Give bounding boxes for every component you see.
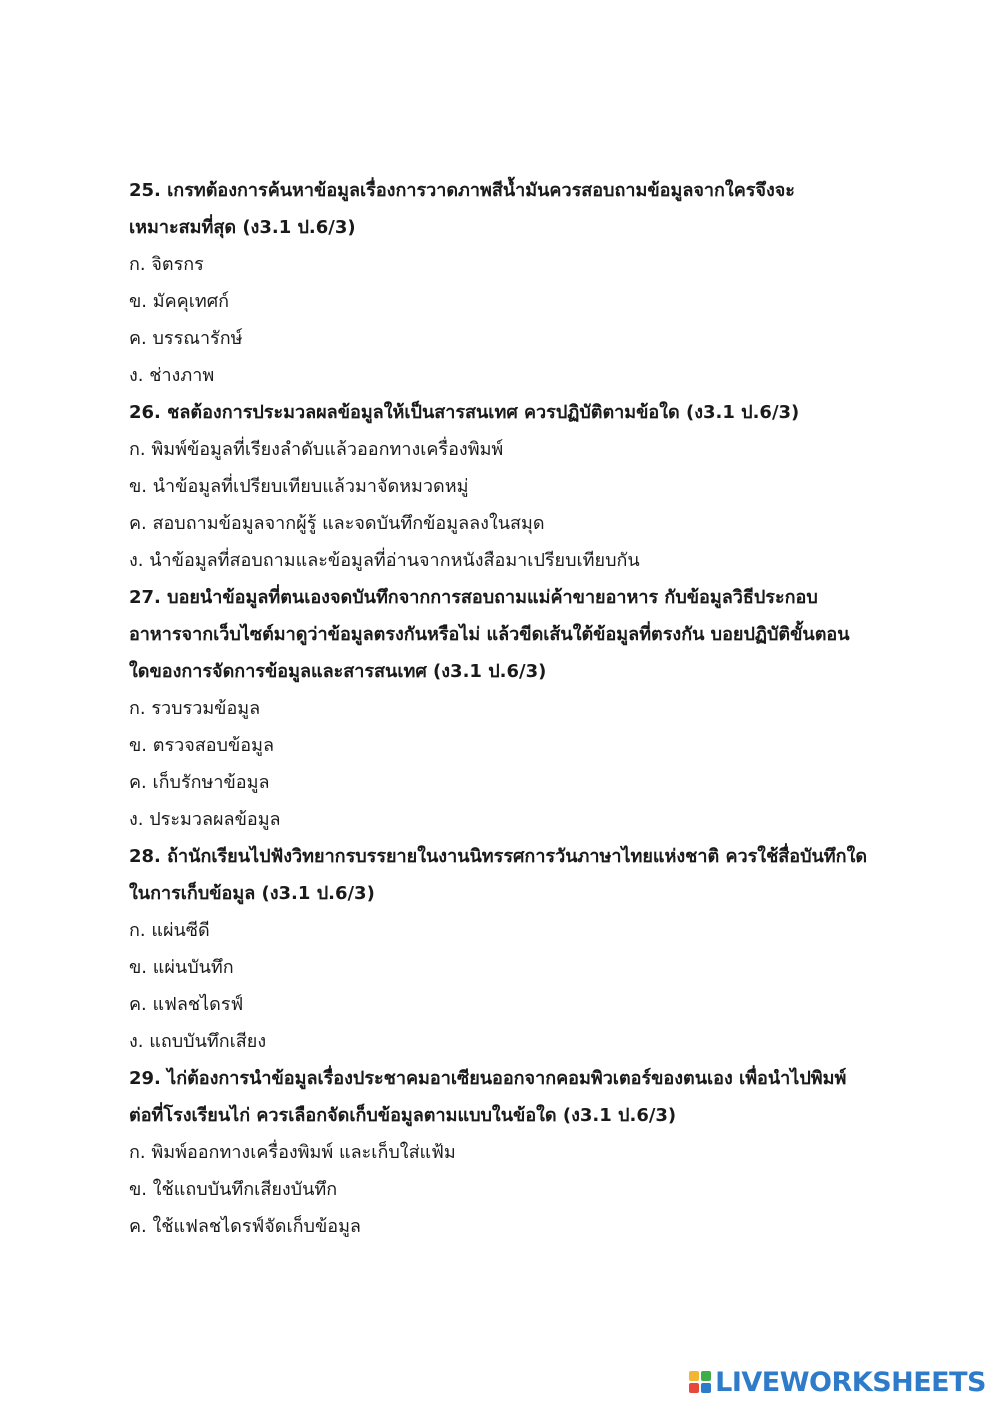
answer-option: ค. ใช้แฟลชไดรฟ์จัดเก็บข้อมูล [129, 1216, 361, 1237]
question-28 [129, 838, 889, 1060]
answer-option: ก. แผ่นซีดี [129, 920, 210, 941]
question-text-line: ในการเก็บข้อมูล (ง3.1 ป.6/3) [129, 883, 375, 904]
answer-option: ง. ช่างภาพ [129, 365, 215, 386]
answer-option: ง. แถบบันทึกเสียง [129, 1031, 267, 1052]
question-text-line: 27. บอยนำข้อมูลที่ตนเองจดบันทึกจากการสอบถามแม่ค้าขายอาหาร กับข้อมูลวิธีประกอบ [129, 587, 818, 608]
brand-name: LIVEWORKSHEETS [715, 1366, 986, 1398]
answer-option: ข. ตรวจสอบข้อมูล [129, 735, 274, 756]
question-text-line: อาหารจากเว็บไซต์มาดูว่าข้อมูลตรงกันหรือไม่ แล้วขีดเส้นใต้ข้อมูลที่ตรงกัน บอยปฏิบัติขั้นตอน [129, 624, 850, 645]
logo-tile [701, 1383, 711, 1393]
logo-tile [689, 1371, 699, 1381]
logo-tile [701, 1371, 711, 1381]
question-25 [129, 172, 889, 394]
question-text-line: 25. เกรทต้องการค้นหาข้อมูลเรื่องการวาดภาพสีน้ำมันควรสอบถามข้อมูลจากใครจึงจะ [129, 180, 795, 201]
question-text-line: 26. ชลต้องการประมวลผลข้อมูลให้เป็นสารสนเทศ ควรปฏิบัติตามข้อใด (ง3.1 ป.6/3) [129, 402, 800, 423]
answer-option: ก. รวบรวมข้อมูล [129, 698, 261, 719]
question-text-line: ใดของการจัดการข้อมูลและสารสนเทศ (ง3.1 ป.6/3) [129, 661, 547, 682]
answer-option: ข. แผ่นบันทึก [129, 957, 234, 978]
answer-option: ค. บรรณารักษ์ [129, 328, 243, 349]
answer-option: ข. มัคคุเทศก์ [129, 291, 230, 312]
answer-option: ค. แฟลชไดรฟ์ [129, 994, 244, 1015]
worksheet-content [129, 172, 889, 1245]
question-27 [129, 579, 889, 838]
answer-option: ก. พิมพ์ออกทางเครื่องพิมพ์ และเก็บใส่แฟ้ม [129, 1142, 456, 1163]
question-text-line: 28. ถ้านักเรียนไปฟังวิทยากรบรรยายในงานนิทรรศการวันภาษาไทยแห่งชาติ ควรใช้สื่อบันทึกใด [129, 846, 868, 867]
answer-option: ก. จิตรกร [129, 254, 204, 275]
question-26 [129, 394, 889, 579]
question-text-line: เหมาะสมที่สุด (ง3.1 ป.6/3) [129, 217, 356, 238]
question-text-line: 29. ไก่ต้องการนำข้อมูลเรื่องประชาคมอาเซียนออกจากคอมพิวเตอร์ของตนเอง เพื่อนำไปพิมพ์ [129, 1068, 847, 1089]
question-text-line: ต่อที่โรงเรียนไก่ ควรเลือกจัดเก็บข้อมูลตามแบบในข้อใด (ง3.1 ป.6/3) [129, 1105, 677, 1126]
logo-tile [689, 1383, 699, 1393]
liveworksheets-brand [689, 1366, 986, 1398]
answer-option: ง. นำข้อมูลที่สอบถามและข้อมูลที่อ่านจากหนังสือมาเปรียบเทียบกัน [129, 550, 640, 571]
answer-option: ค. เก็บรักษาข้อมูล [129, 772, 270, 793]
answer-option: ค. สอบถามข้อมูลจากผู้รู้ และจดบันทึกข้อมูลลงในสมุด [129, 513, 545, 534]
liveworksheets-logo-icon [689, 1371, 711, 1393]
answer-option: ง. ประมวลผลข้อมูล [129, 809, 281, 830]
answer-option: ข. ใช้แถบบันทึกเสียงบันทึก [129, 1179, 338, 1200]
question-29 [129, 1060, 889, 1245]
answer-option: ข. นำข้อมูลที่เปรียบเทียบแล้วมาจัดหมวดหมู่ [129, 476, 469, 497]
answer-option: ก. พิมพ์ข้อมูลที่เรียงลำดับแล้วออกทางเครื่องพิมพ์ [129, 439, 504, 460]
